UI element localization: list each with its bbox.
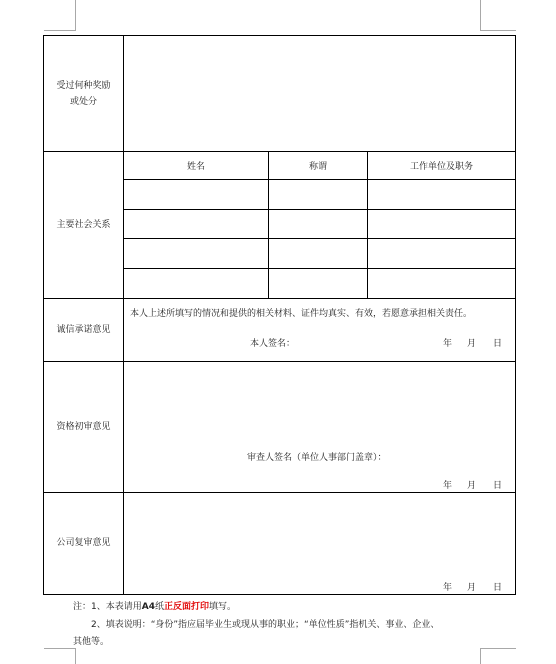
relations-row-divider — [123, 209, 515, 210]
recheck-label: 公司复审意见 — [56, 538, 111, 548]
crop-mark-bottom-right-h — [480, 648, 516, 649]
integrity-label: 诚信承诺意见 — [56, 324, 111, 335]
relations-row-divider — [123, 238, 515, 239]
crop-mark-top-right-h — [480, 30, 516, 31]
integrity-statement: 本人上述所填写的情况和提供的相关材料、证件均真实、有效，若愿意承担相关责任。 — [130, 309, 473, 319]
note-2-line2: 其他等。 — [73, 637, 110, 647]
integrity-year: 年 — [443, 339, 453, 349]
label-column-divider — [123, 36, 124, 594]
integrity-signature-label: 本人签名： — [250, 339, 296, 349]
crop-mark-top-right-v — [480, 0, 481, 30]
integrity-day: 日 — [493, 339, 503, 349]
crop-mark-bottom-right-v — [480, 648, 481, 664]
reviewer-signature-label: 审查人签名（单位人事部门盖章）： — [247, 453, 387, 463]
prelim-year: 年 — [443, 481, 453, 491]
crop-mark-bottom-left-h — [44, 648, 76, 649]
form-table — [43, 35, 516, 595]
note-1: 注：1、本表请用A4纸正反面打印填写。 — [73, 602, 237, 612]
crop-mark-top-left-v — [75, 0, 76, 30]
awards-label — [44, 36, 123, 151]
relations-header-work: 工作单位及职务 — [409, 161, 473, 172]
integrity-month: 月 — [467, 339, 477, 349]
note-2-line1: 2、填表说明：“身份”指应届毕业生或现从事的职业；“单位性质”指机关、事业、企业、 — [91, 620, 440, 630]
awards-label-line2: 或处分 — [69, 96, 97, 107]
relations-row-divider — [123, 268, 515, 269]
prelim-review-label: 资格初审意见 — [56, 421, 111, 432]
relations-header-title: 称谓 — [308, 161, 327, 172]
relations-header-name: 姓名 — [186, 161, 205, 172]
crop-mark-top-left-h — [44, 30, 76, 31]
crop-mark-bottom-left-v — [75, 648, 76, 664]
print-duplex-emphasis: 正反面打印 — [163, 602, 209, 612]
awards-label-line1: 受过何种奖励 — [56, 80, 111, 91]
recheck-day: 日 — [493, 583, 503, 593]
recheck-month: 月 — [467, 583, 477, 593]
relations-label: 主要社会关系 — [56, 219, 111, 230]
prelim-month: 月 — [467, 481, 477, 491]
recheck-year: 年 — [443, 583, 453, 593]
prelim-day: 日 — [493, 481, 503, 491]
relations-row-divider — [123, 179, 515, 180]
